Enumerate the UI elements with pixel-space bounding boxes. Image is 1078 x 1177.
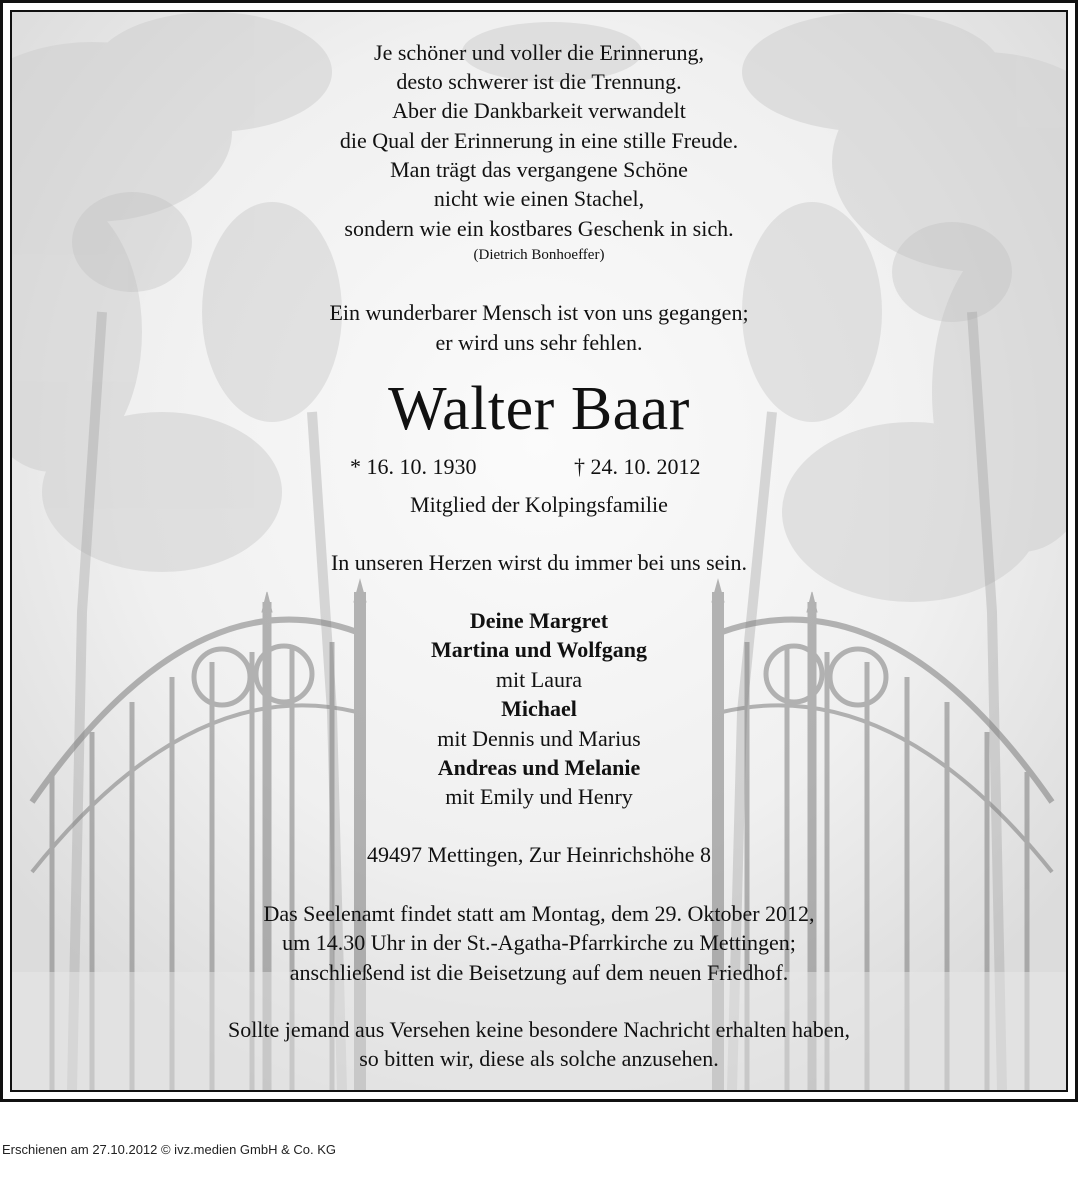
family-line-2: Martina und Wolfgang (431, 637, 647, 662)
deceased-name: Walter Baar (388, 375, 690, 443)
service-line-1: Das Seelenamt findet statt am Montag, dem 29. Oktober 2012, (263, 901, 815, 926)
quote-line-2: desto schwerer ist die Trennung. (396, 69, 682, 94)
notice-line-2: so bitten wir, diese als solche anzusehen. (359, 1046, 719, 1071)
quote-line-1: Je schöner und voller die Erinnerung, (374, 40, 704, 65)
family-line-5: mit Dennis und Marius (437, 726, 641, 751)
intro-line-2: er wird uns sehr fehlen. (435, 330, 643, 355)
quote-line-4: die Qual der Erinnerung in eine stille Freude. (339, 128, 739, 153)
death-date: † 24. 10. 2012 (574, 454, 701, 479)
birth-date: * 16. 10. 1930 (350, 454, 477, 479)
family-line-6: Andreas und Melanie (437, 755, 641, 780)
service-line-2: um 14.30 Uhr in der St.-Agatha-Pfarrkirche zu Mettingen; (282, 930, 796, 955)
quote-line-5: Man trägt das vergangene Schöne (390, 157, 688, 182)
service-line-3: anschließend ist die Beisetzung auf dem neuen Friedhof. (289, 960, 789, 985)
epitaph: In unseren Herzen wirst du immer bei uns sein. (330, 550, 748, 575)
life-dates (12, 456, 1066, 482)
notice-line-1: Sollte jemand aus Versehen keine besondere Nachricht erhalten haben, (227, 1017, 851, 1042)
obituary-panel (10, 10, 1068, 1092)
family-line-4: Michael (501, 696, 577, 721)
address: 49497 Mettingen, Zur Heinrichshöhe 8 (367, 842, 711, 867)
intro-line-1: Ein wunderbarer Mensch ist von uns gegangen; (329, 300, 749, 325)
family-line-3: mit Laura (495, 667, 583, 692)
quote-author: (Dietrich Bonhoeffer) (473, 247, 605, 263)
quote-line-3: Aber die Dankbarkeit verwandelt (392, 98, 686, 123)
family-line-1: Deine Margret (469, 608, 609, 633)
family-line-7: mit Emily und Henry (445, 784, 633, 809)
publication-footer: Erschienen am 27.10.2012 © ivz.medien GmbH & Co. KG (2, 1142, 337, 1157)
membership: Mitglied der Kolpingsfamilie (410, 492, 668, 517)
quote-line-7: sondern wie ein kostbares Geschenk in sich. (344, 216, 734, 241)
quote-line-6: nicht wie einen Stachel, (433, 186, 645, 211)
